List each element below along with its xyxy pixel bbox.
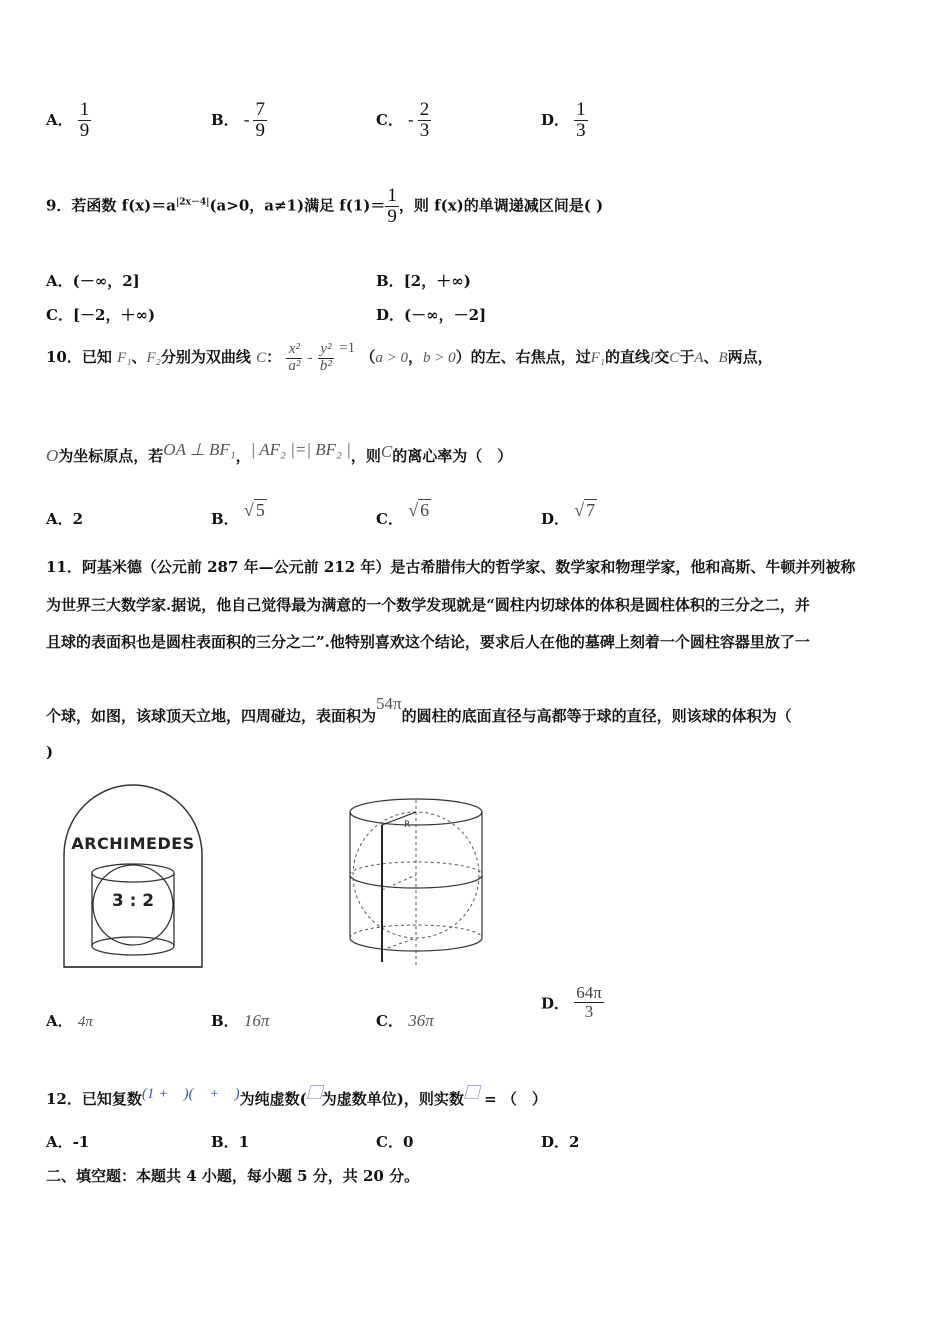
option-label: B． (211, 110, 239, 129)
fraction: $\frac{7}{9}$ (255, 99, 265, 141)
option-label: D． (541, 110, 570, 129)
cylinder-sphere-figure (342, 790, 492, 970)
q10-stem-line2: O为坐标原点，若OA ⊥ BF₁，| AF₂ |=| BF₂ |，则C的离心率为（ ） (46, 440, 513, 465)
minus-sign: - (243, 110, 250, 130)
q12-option-d: D．2 (541, 1133, 580, 1151)
q11-option-b: B． 16π (211, 1011, 270, 1030)
q11-line4: 个球，如图，该球顶天立地，四周碰边，表面积为54π的圆柱的底面直径与高都等于球的直径，则该球的体积为（ (46, 694, 792, 725)
fraction: $\frac{2}{3}$ (419, 99, 430, 141)
fraction: $\frac{1}{9}$ (79, 99, 90, 141)
fraction: $\frac{1}{9}$ (387, 185, 397, 227)
q10-option-b: B． √ 5 (211, 500, 265, 528)
tomb-title: ARCHIMEDES (71, 834, 195, 853)
q12-option-c: C．0 (376, 1133, 414, 1151)
q10-option-d: D． √ 7 (541, 500, 596, 528)
q12-stem: 12．已知复数(1 + ⃞)(⃞ + ⃞)为纯虚数(⃞为虚数单位)，则实数⃞ = （ ） (46, 1086, 547, 1108)
complex-expression: (1 + ⃞)(⃞ + ⃞) (141, 1086, 240, 1102)
q8-option-b (211, 100, 267, 141)
q11-option-c: C． 36π (376, 1011, 434, 1030)
q9-option-c: C．[－2，＋∞) (46, 306, 156, 324)
q9-option-b: B．[2，＋∞) (376, 272, 471, 290)
surface-area: 54π (376, 694, 402, 713)
math-F2: F₂ (146, 350, 161, 366)
option-label: A． (46, 110, 73, 129)
radius-label: R (404, 820, 411, 830)
section-heading: 二、填空题：本题共 4 小题，每小题 5 分，共 20 分。 (46, 1167, 420, 1185)
q11-option-a: A． 4π (46, 1012, 93, 1030)
q9-stem: 9．若函数 $f(x)=a^{|2x-4|}(a>0$，a≠1)满足 f(1)＝ $\frac{1}{9}$ ，则 f(x)的单调递减区间是( ) (46, 185, 604, 227)
q12-option-b: B．1 (211, 1133, 250, 1151)
q12-option-a: A．-1 (46, 1133, 90, 1151)
q11-line3: 且球的表面积也是圆柱表面积的三分之二”.他特别喜欢这个结论，要求后人在他的墓碑上刻着一个圆柱容器里放了一 (46, 633, 810, 651)
tomb-ratio: 3 : 2 (111, 891, 155, 911)
q11-option-d: D． $\frac{64\pi}{3}$ (541, 983, 602, 1021)
q11-line1: 11．阿基米德（公元前 287 年—公元前 212 年）是古希腊伟大的哲学家、数学家和物理学家，他和高斯、牛顿并列被称 (46, 558, 856, 576)
q9-option-d: D．(－∞，－2] (376, 306, 487, 324)
archimedes-tomb-figure (58, 780, 208, 970)
fraction-x2-a2: $\frac{\text{x²}}{\text{a²}}$ (288, 340, 301, 374)
exponent: |2x－4| (175, 197, 210, 208)
option-label: C． (376, 110, 403, 129)
q8-option-c (376, 100, 431, 141)
q8-option-d (541, 100, 588, 141)
q8-option-a (46, 100, 91, 141)
fraction: $\frac{64\pi}{3}$ (576, 983, 602, 1021)
q11-line2: 为世界三大数学家.据说，他自己觉得最为满意的一个数学发现就是“圆柱内切球体的体积是圆柱体积的三分之二，并 (46, 596, 810, 614)
minus-sign: - (408, 110, 414, 130)
math-F1: F₁ (117, 350, 132, 366)
fraction: $\frac{1}{3}$ (576, 99, 586, 141)
q11-line5: ) (46, 743, 54, 761)
fraction-y2-b2: $\frac{\text{y²}}{\text{b²}}$ (319, 340, 332, 374)
q9-option-a: A．(－∞，2] (46, 272, 140, 290)
q10-option-c: C． √ 6 (376, 500, 430, 528)
q10-stem-line1: 10．已知 F₁、F₂分别为双曲线 C： $\frac{\text{x²}}{\text{a²}}$ - $\frac{\text{y²}}{\text{b²}}$ =1 （a > 0，b > 0）的左、右焦点，过F₁的直线l交C于A、B两点， (46, 340, 773, 374)
q10-option-a: A．2 (46, 510, 84, 528)
